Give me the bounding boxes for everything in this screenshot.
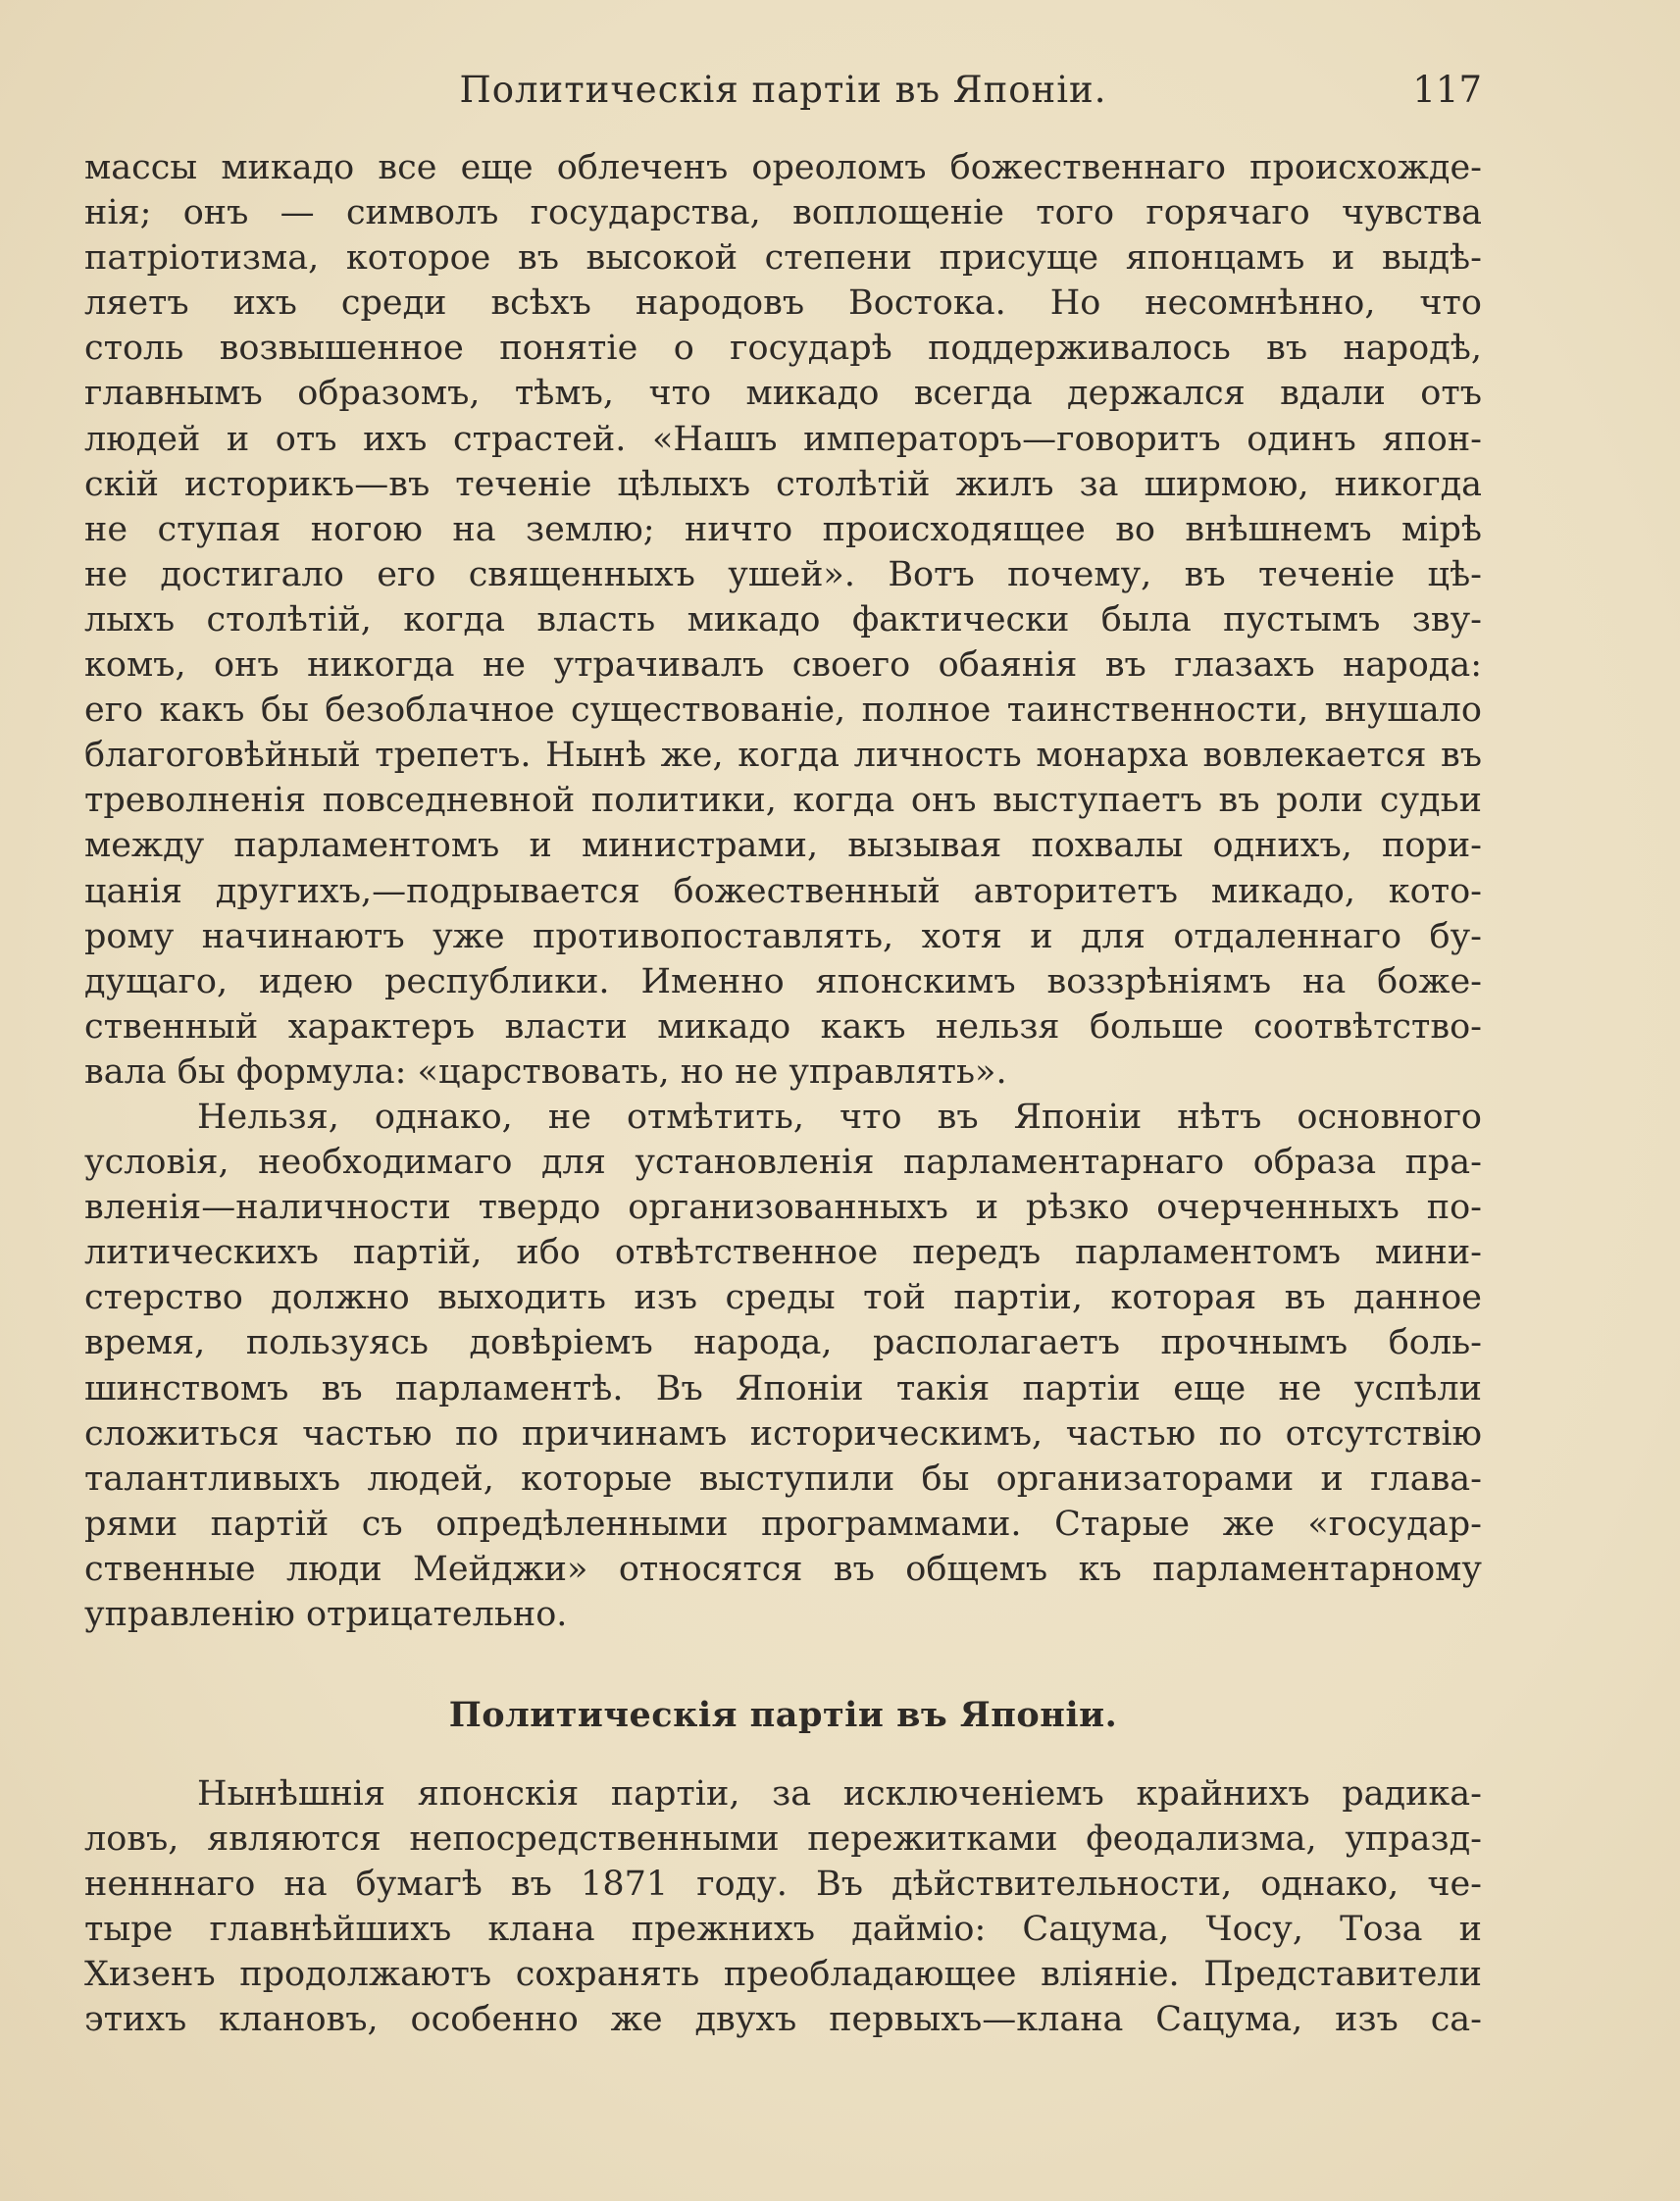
text-line: массы микадо все еще облеченъ ореоломъ божественнаго происхожде- (84, 148, 1482, 187)
page-number: 117 (1412, 69, 1482, 111)
section-heading: Политическія партіи въ Японіи. (448, 1695, 1118, 1735)
text-line: треволненія повседневной политики, когда онъ выступаетъ въ роли судьи (84, 781, 1482, 821)
text-line: главнымъ образомъ, тѣмъ, что микадо всегда держался вдали отъ (84, 374, 1482, 414)
body-text-lower (84, 1771, 1482, 2043)
text-line: вленія—наличности твердо организованныхъ и рѣзко очерченныхъ по- (84, 1188, 1482, 1228)
text-line: этихъ клановъ, особенно же двухъ первыхъ—клана Сацума, изъ са- (84, 2000, 1482, 2040)
running-head (84, 61, 1482, 120)
text-line: управленію отрицательно. (84, 1595, 568, 1634)
text-line: тыре главнѣйшихъ клана прежнихъ дайміо: Сацума, Чосу, Тоза и (84, 1910, 1482, 1950)
text-line: талантливыхъ людей, которые выступили бы организаторами и глава- (84, 1459, 1482, 1499)
text-line: нія; онъ — символъ государства, воплощеніе того горячаго чувства (84, 193, 1482, 233)
running-title: Политическія партіи въ Японіи. (459, 69, 1107, 111)
paragraph-3 (84, 1771, 1482, 2043)
text-line: Нынѣшнія японскія партіи, за исключеніемъ крайнихъ радика- (197, 1774, 1482, 1814)
text-line: людей и отъ ихъ страстей. «Нашъ императоръ—говоритъ одинъ япон- (84, 419, 1482, 459)
text-line: ственные люди Мейджи» относятся въ общемъ къ парламентарному (84, 1549, 1482, 1589)
text-line: между парламентомъ и министрами, вызывая похвалы однихъ, пори- (84, 826, 1482, 866)
text-line: комъ, онъ никогда не утрачивалъ своего обаянія въ глазахъ народа: (84, 645, 1482, 686)
text-line: столь возвышенное понятіе о государѣ поддерживалось въ народѣ, (84, 329, 1482, 369)
text-line: шинствомъ въ парламентѣ. Въ Японіи такія партіи еще не успѣли (84, 1368, 1482, 1408)
text-line: Хизенъ продолжаютъ сохранять преобладающее вліяніе. Представители (84, 1955, 1482, 1995)
text-line: цанія другихъ,—подрывается божественный авторитетъ микадо, кото- (84, 871, 1482, 911)
text-line: ловъ, являются непосредственными пережитками феодализма, упразд- (84, 1819, 1482, 1860)
text-line: Нельзя, однако, не отмѣтить, что въ Японіи нѣтъ основного (197, 1097, 1482, 1137)
text-line: условія, необходимаго для установленія парламентарнаго образа пра- (84, 1143, 1482, 1183)
text-line: скій историкъ—въ теченіе цѣлыхъ столѣтій жилъ за ширмою, никогда (84, 464, 1482, 504)
text-line: ляетъ ихъ среди всѣхъ народовъ Востока. Но несомнѣнно, что (84, 283, 1482, 324)
text-line: стерство должно выходить изъ среды той партіи, которая въ данное (84, 1278, 1482, 1318)
text-line: его какъ бы безоблачное существованіе, полное таинственности, внушало (84, 691, 1482, 731)
text-line: ненннаго на бумагѣ въ 1871 году. Въ дѣйствительности, однако, че- (84, 1865, 1482, 1905)
text-line: рями партій съ опредѣленными программами. Старые же «государ- (84, 1504, 1482, 1544)
text-line: вала бы формула: «царствовать, но не управлять». (84, 1051, 1007, 1092)
text-line: литическихъ партій, ибо отвѣтственное передъ парламентомъ мини- (84, 1233, 1482, 1273)
text-line: лыхъ столѣтій, когда власть микадо фактически была пустымъ зву- (84, 599, 1482, 640)
paragraph-2 (84, 1095, 1482, 1637)
text-line: патріотизма, которое въ высокой степени присуще японцамъ и выдѣ- (84, 238, 1482, 279)
body-text-upper (84, 145, 1482, 1637)
text-line: рому начинаютъ уже противопоставлять, хотя и для отдаленнаго бу- (84, 916, 1482, 956)
text-line: дущаго, идею республики. Именно японскимъ воззрѣніямъ на боже- (84, 961, 1482, 1001)
text-line: благоговѣйный трепетъ. Нынѣ же, когда личность монарха вовлекается въ (84, 736, 1482, 776)
text-line: ственный характеръ власти микадо какъ нельзя больше соотвѣтство- (84, 1006, 1482, 1047)
text-line: не достигало его священныхъ ушей». Вотъ почему, въ теченіе цѣ- (84, 554, 1482, 594)
text-line: время, пользуясь довѣріемъ народа, располагаетъ прочнымъ боль- (84, 1323, 1482, 1363)
text-line: не ступая ногою на землю; ничто происходящее во внѣшнемъ мірѣ (84, 509, 1482, 549)
paragraph-1 (84, 145, 1482, 1095)
text-line: сложиться частью по причинамъ историческимъ, частью по отсутствію (84, 1413, 1482, 1454)
